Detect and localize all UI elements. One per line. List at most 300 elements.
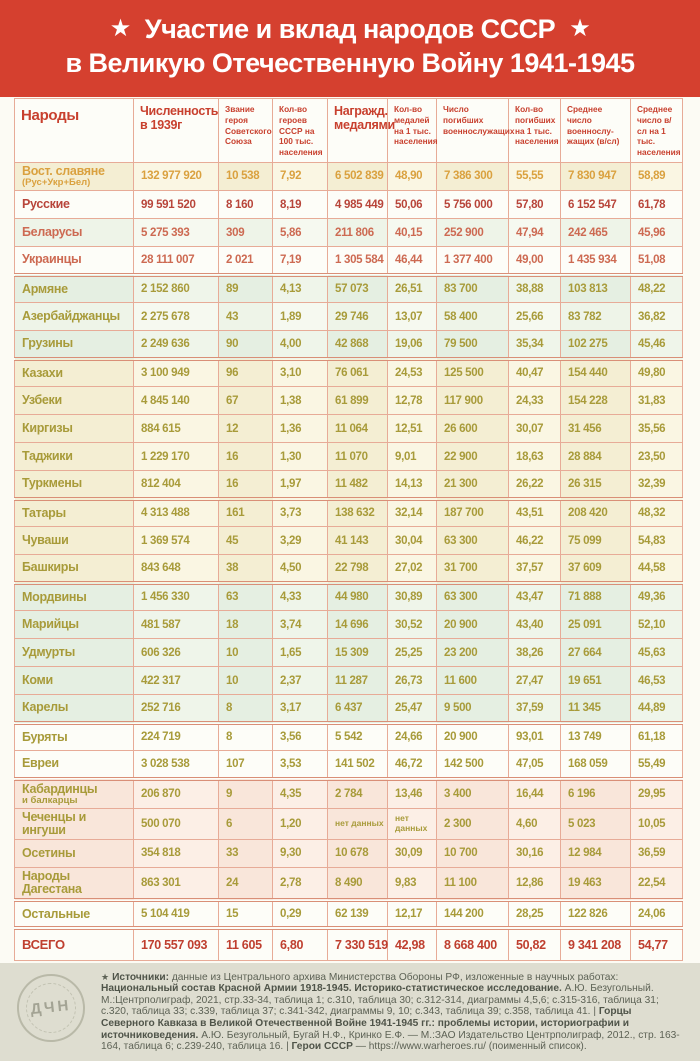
data-cell: 46,53 (631, 667, 683, 695)
title-banner (0, 0, 700, 97)
data-cell: 10 678 (328, 839, 388, 867)
data-cell: 16 (219, 471, 273, 499)
data-cell: 15 (219, 900, 273, 928)
data-cell: 9 500 (437, 695, 509, 723)
table-container (0, 97, 700, 961)
data-cell: 5 104 419 (134, 900, 219, 928)
data-cell: 4,00 (273, 331, 328, 359)
table-row (15, 303, 683, 331)
table-row (15, 723, 683, 751)
data-cell: 71 888 (561, 583, 631, 611)
data-cell: 4 845 140 (134, 387, 219, 415)
data-cell: 26,51 (388, 275, 437, 303)
data-cell: 11 605 (219, 928, 273, 960)
data-cell: 43 (219, 303, 273, 331)
data-cell: 44,89 (631, 695, 683, 723)
table-row (15, 867, 683, 900)
data-cell: 16,44 (509, 779, 561, 809)
source-details: — https://www.warheroes.ru/ (поименный список). (352, 1041, 587, 1053)
data-cell: 5 756 000 (437, 191, 509, 219)
column-header: Среднее число в/сл на 1 тыс. населения (631, 99, 683, 163)
table-row (15, 331, 683, 359)
data-cell: 3,10 (273, 359, 328, 387)
data-cell: 3 400 (437, 779, 509, 809)
data-cell: 117 900 (437, 387, 509, 415)
data-cell: 26 315 (561, 471, 631, 499)
data-cell: 6,80 (273, 928, 328, 960)
data-cell: 45,63 (631, 639, 683, 667)
people-name: Чуваши (22, 532, 69, 547)
data-cell: 22 798 (328, 555, 388, 583)
data-cell: 168 059 (561, 751, 631, 779)
people-name: Татары (22, 505, 66, 520)
column-header: Звание героя Советского Союза (219, 99, 273, 163)
data-cell: 206 870 (134, 779, 219, 809)
table-row (15, 415, 683, 443)
row-label (15, 808, 134, 839)
source-title: Национальный состав Красной Армии 1918-1945. Историко-статистическое исследование. (101, 983, 562, 995)
data-cell: 25 091 (561, 611, 631, 639)
data-cell: 63 300 (437, 583, 509, 611)
table-row (15, 555, 683, 583)
table-row (15, 471, 683, 499)
data-cell: 49,00 (509, 247, 561, 275)
data-cell: 12 (219, 415, 273, 443)
data-cell: 8 (219, 695, 273, 723)
column-header: Кол-во медалей на 1 тыс. населения (388, 99, 437, 163)
data-cell: 49,36 (631, 583, 683, 611)
data-cell: 33 (219, 839, 273, 867)
sources-text (101, 972, 684, 1053)
data-cell: 67 (219, 387, 273, 415)
row-label (15, 779, 134, 809)
people-name: Башкиры (22, 560, 79, 575)
data-cell: 500 070 (134, 808, 219, 839)
data-cell: 1,38 (273, 387, 328, 415)
data-cell: 481 587 (134, 611, 219, 639)
data-cell: 40,47 (509, 359, 561, 387)
table-row (15, 808, 683, 839)
data-cell: 25,47 (388, 695, 437, 723)
data-cell: 40,15 (388, 219, 437, 247)
data-cell: 35,56 (631, 415, 683, 443)
data-cell: 14,13 (388, 471, 437, 499)
data-cell: 30,16 (509, 839, 561, 867)
data-cell: 224 719 (134, 723, 219, 751)
data-cell: 48,32 (631, 499, 683, 527)
data-cell: 3,29 (273, 527, 328, 555)
data-cell: 7 330 519 (328, 928, 388, 960)
source-title: Источники: (112, 971, 172, 983)
data-cell: 10 (219, 667, 273, 695)
data-cell: 99 591 520 (134, 191, 219, 219)
data-cell: 2,37 (273, 667, 328, 695)
data-cell: 6 502 839 (328, 162, 388, 190)
data-cell: 9,01 (388, 443, 437, 471)
data-cell: 26 600 (437, 415, 509, 443)
data-cell: 4,13 (273, 275, 328, 303)
star-icon: ★ (109, 15, 131, 42)
table-row (15, 900, 683, 928)
data-cell: 54,83 (631, 527, 683, 555)
people-name: Украинцы (22, 252, 82, 267)
data-cell: 0,29 (273, 900, 328, 928)
table-row (15, 162, 683, 190)
data-cell: 1,20 (273, 808, 328, 839)
data-cell: 3,17 (273, 695, 328, 723)
data-cell: 208 420 (561, 499, 631, 527)
data-cell: 144 200 (437, 900, 509, 928)
table-row (15, 191, 683, 219)
table-row (15, 611, 683, 639)
data-cell: 46,22 (509, 527, 561, 555)
people-name: Беларусы (22, 224, 83, 239)
data-cell: 107 (219, 751, 273, 779)
people-name: Евреи (22, 756, 59, 771)
data-cell: 18,63 (509, 443, 561, 471)
data-cell: 12,51 (388, 415, 437, 443)
data-cell: 138 632 (328, 499, 388, 527)
data-cell: 8 490 (328, 867, 388, 900)
data-cell: 1 229 170 (134, 443, 219, 471)
data-cell: 38 (219, 555, 273, 583)
data-cell: 19 651 (561, 667, 631, 695)
data-cell: 16 (219, 443, 273, 471)
column-header: Народы (15, 99, 134, 163)
data-cell: 83 700 (437, 275, 509, 303)
data-cell: 31 700 (437, 555, 509, 583)
data-cell: 812 404 (134, 471, 219, 499)
data-cell: 9 341 208 (561, 928, 631, 960)
table-row (15, 639, 683, 667)
data-cell: 36,82 (631, 303, 683, 331)
data-cell: 51,08 (631, 247, 683, 275)
data-cell: 37,59 (509, 695, 561, 723)
data-cell: 12,17 (388, 900, 437, 928)
data-cell: 3 100 949 (134, 359, 219, 387)
row-label (15, 667, 134, 695)
data-cell: 242 465 (561, 219, 631, 247)
data-cell: 3,56 (273, 723, 328, 751)
row-label (15, 928, 134, 960)
table-row (15, 527, 683, 555)
data-cell: 3,53 (273, 751, 328, 779)
data-cell: 7 386 300 (437, 162, 509, 190)
data-cell: 6 152 547 (561, 191, 631, 219)
data-cell: 4,50 (273, 555, 328, 583)
people-name: Армяне (22, 281, 68, 296)
data-cell: 26,73 (388, 667, 437, 695)
people-name: Удмурты (22, 644, 75, 659)
data-cell: 154 440 (561, 359, 631, 387)
data-cell: 1 377 400 (437, 247, 509, 275)
sources-footer (0, 963, 700, 1061)
data-cell: 57 073 (328, 275, 388, 303)
data-cell: 11 482 (328, 471, 388, 499)
people-name: Азербайджанцы (22, 308, 120, 323)
data-cell: 55,49 (631, 751, 683, 779)
people-name: Русские (22, 196, 70, 211)
source-title: Герои СССР (291, 1041, 353, 1053)
row-label (15, 555, 134, 583)
column-header: Кол-во героев СССР на 100 тыс. населения (273, 99, 328, 163)
data-cell: 9,83 (388, 867, 437, 900)
data-cell: 7,19 (273, 247, 328, 275)
data-cell: 11 345 (561, 695, 631, 723)
data-cell: 45,96 (631, 219, 683, 247)
data-cell: 125 500 (437, 359, 509, 387)
row-label (15, 611, 134, 639)
column-header: Награжд. медалями (328, 99, 388, 163)
data-cell: 11 287 (328, 667, 388, 695)
data-cell: 13,07 (388, 303, 437, 331)
row-label (15, 359, 134, 387)
data-cell: 884 615 (134, 415, 219, 443)
data-cell: 142 500 (437, 751, 509, 779)
data-cell: 4 985 449 (328, 191, 388, 219)
data-cell: 132 977 920 (134, 162, 219, 190)
star-icon: ★ (101, 971, 110, 982)
data-cell: 37 609 (561, 555, 631, 583)
data-cell: 252 900 (437, 219, 509, 247)
data-cell: 31 456 (561, 415, 631, 443)
data-cell: 48,22 (631, 275, 683, 303)
row-label (15, 247, 134, 275)
data-cell: 43,40 (509, 611, 561, 639)
data-cell: 2 300 (437, 808, 509, 839)
people-name-subline: и балкарцы (22, 794, 78, 806)
row-label (15, 583, 134, 611)
column-header: Кол-во погибших на 1 тыс. населения (509, 99, 561, 163)
data-cell: 2 275 678 (134, 303, 219, 331)
data-cell: 12,86 (509, 867, 561, 900)
people-name: Узбеки (22, 392, 62, 407)
data-cell: 863 301 (134, 867, 219, 900)
data-cell: 52,10 (631, 611, 683, 639)
data-cell: 26,22 (509, 471, 561, 499)
data-cell: 6 (219, 808, 273, 839)
data-cell: 58,89 (631, 162, 683, 190)
data-cell: 23 200 (437, 639, 509, 667)
data-cell: 41 143 (328, 527, 388, 555)
data-cell: 606 326 (134, 639, 219, 667)
data-cell: 2 249 636 (134, 331, 219, 359)
table-row (15, 583, 683, 611)
data-cell: 13 749 (561, 723, 631, 751)
data-cell: 38,26 (509, 639, 561, 667)
data-cell: 170 557 093 (134, 928, 219, 960)
data-cell: 32,14 (388, 499, 437, 527)
data-cell: 47,94 (509, 219, 561, 247)
table-row (15, 751, 683, 779)
data-cell: 27 664 (561, 639, 631, 667)
people-name: Чеченцы и ингуши (22, 809, 86, 837)
data-cell: 103 813 (561, 275, 631, 303)
data-cell: 8 160 (219, 191, 273, 219)
table-row (15, 443, 683, 471)
row-label (15, 639, 134, 667)
data-cell: 54,77 (631, 928, 683, 960)
data-cell: 3,73 (273, 499, 328, 527)
table-row (15, 219, 683, 247)
people-name: Осетины (22, 845, 76, 860)
table-row (15, 247, 683, 275)
data-cell: 9 (219, 779, 273, 809)
data-cell: 7,92 (273, 162, 328, 190)
data-cell: 24 (219, 867, 273, 900)
data-cell: 28 111 007 (134, 247, 219, 275)
data-cell: 15 309 (328, 639, 388, 667)
data-cell: 63 300 (437, 527, 509, 555)
data-cell: 1,65 (273, 639, 328, 667)
data-cell: 122 826 (561, 900, 631, 928)
people-name: Коми (22, 672, 53, 687)
row-label (15, 443, 134, 471)
table-row (15, 359, 683, 387)
row-label (15, 527, 134, 555)
data-cell: нет данных (328, 808, 388, 839)
data-cell: 2 784 (328, 779, 388, 809)
table-row (15, 387, 683, 415)
data-cell: 37,57 (509, 555, 561, 583)
row-label (15, 900, 134, 928)
people-name: Туркмены (22, 476, 82, 491)
source-details: данные из Центрального архива Министерства Обороны РФ, изложенные в научных работах: (171, 971, 619, 983)
data-cell: 5,86 (273, 219, 328, 247)
people-name: Казахи (22, 365, 63, 380)
data-cell: 28 884 (561, 443, 631, 471)
data-cell: 55,55 (509, 162, 561, 190)
column-header: Число погибших военнослужащих (437, 99, 509, 163)
row-label (15, 275, 134, 303)
data-cell: 24,06 (631, 900, 683, 928)
data-cell: 58 400 (437, 303, 509, 331)
data-cell: 1,89 (273, 303, 328, 331)
data-cell: 29,95 (631, 779, 683, 809)
title-text-1: Участие и вклад народов СССР (144, 14, 556, 44)
people-name: Народы Дагестана (22, 868, 82, 896)
data-cell: 42,98 (388, 928, 437, 960)
data-cell: 75 099 (561, 527, 631, 555)
data-cell: 1,36 (273, 415, 328, 443)
data-cell: 46,44 (388, 247, 437, 275)
row-label (15, 331, 134, 359)
data-cell: нет данных (388, 808, 437, 839)
page-title-line2: в Великую Отечественную Войну 1941-1945 (65, 48, 635, 78)
data-cell: 10 700 (437, 839, 509, 867)
data-cell: 90 (219, 331, 273, 359)
data-cell: 57,80 (509, 191, 561, 219)
data-cell: 1 305 584 (328, 247, 388, 275)
data-cell: 63 (219, 583, 273, 611)
table-header-row (15, 99, 683, 163)
data-cell: 10,05 (631, 808, 683, 839)
data-cell: 19 463 (561, 867, 631, 900)
row-label (15, 162, 134, 190)
people-name: Карелы (22, 700, 69, 715)
source-details: А.Ю. Безугольный, Бугай Н.Ф., Кринко Е.Ф. — М.:ЗАО Издательство Центрполиграф, 2012., стр. 163-164, таблица 6; с.239-240, таблица 16. | (101, 1029, 680, 1053)
data-cell: 47,05 (509, 751, 561, 779)
data-cell: 30,89 (388, 583, 437, 611)
data-cell: 35,34 (509, 331, 561, 359)
data-cell: 22 900 (437, 443, 509, 471)
data-cell: 20 900 (437, 611, 509, 639)
data-cell: 19,06 (388, 331, 437, 359)
data-cell: 44,58 (631, 555, 683, 583)
table-row (15, 499, 683, 527)
data-cell: 843 648 (134, 555, 219, 583)
data-cell: 27,47 (509, 667, 561, 695)
table-row (15, 667, 683, 695)
stamp-logo (14, 970, 89, 1045)
data-cell: 14 696 (328, 611, 388, 639)
column-header: Среднее число военнослу-жащих (в/сл) (561, 99, 631, 163)
row-label (15, 191, 134, 219)
data-cell: 4,33 (273, 583, 328, 611)
data-cell: 30,52 (388, 611, 437, 639)
data-cell: 48,90 (388, 162, 437, 190)
data-cell: 102 275 (561, 331, 631, 359)
data-cell: 4,60 (509, 808, 561, 839)
people-name: Вост. славяне (22, 163, 105, 178)
data-cell: 161 (219, 499, 273, 527)
source-title: Горцы Северного Кавказа в Великой Отечественной Войне 1941-1945 гг.: проблемы истории, историографии и источниковедения. (101, 1006, 632, 1041)
data-cell: 38,88 (509, 275, 561, 303)
people-name: Мордвины (22, 589, 87, 604)
stamp-text: ДЧН (29, 996, 73, 1018)
data-cell: 24,53 (388, 359, 437, 387)
data-cell: 27,02 (388, 555, 437, 583)
data-cell: 24,33 (509, 387, 561, 415)
data-cell: 29 746 (328, 303, 388, 331)
people-name: Таджики (22, 448, 73, 463)
data-cell: 6 196 (561, 779, 631, 809)
data-cell: 12,78 (388, 387, 437, 415)
data-cell: 61,78 (631, 191, 683, 219)
data-cell: 8,19 (273, 191, 328, 219)
data-cell: 2 152 860 (134, 275, 219, 303)
data-cell: 23,50 (631, 443, 683, 471)
table-row (15, 695, 683, 723)
data-cell: 28,25 (509, 900, 561, 928)
data-cell: 46,72 (388, 751, 437, 779)
row-label (15, 471, 134, 499)
page-title-line1 (0, 12, 700, 46)
table-row (15, 275, 683, 303)
data-cell: 76 061 (328, 359, 388, 387)
people-name: Марийцы (22, 616, 79, 631)
data-cell: 2 021 (219, 247, 273, 275)
data-cell: 11 100 (437, 867, 509, 900)
data-cell: 83 782 (561, 303, 631, 331)
data-cell: 21 300 (437, 471, 509, 499)
people-name: ВСЕГО (22, 937, 65, 953)
star-icon: ★ (569, 15, 591, 42)
data-cell: 45,46 (631, 331, 683, 359)
row-label (15, 751, 134, 779)
data-cell: 1 456 330 (134, 583, 219, 611)
table-row (15, 779, 683, 809)
data-cell: 4,35 (273, 779, 328, 809)
row-label (15, 415, 134, 443)
data-cell: 309 (219, 219, 273, 247)
row-label (15, 695, 134, 723)
data-cell: 13,46 (388, 779, 437, 809)
table-row (15, 839, 683, 867)
data-cell: 43,51 (509, 499, 561, 527)
data-cell: 10 538 (219, 162, 273, 190)
data-cell: 422 317 (134, 667, 219, 695)
